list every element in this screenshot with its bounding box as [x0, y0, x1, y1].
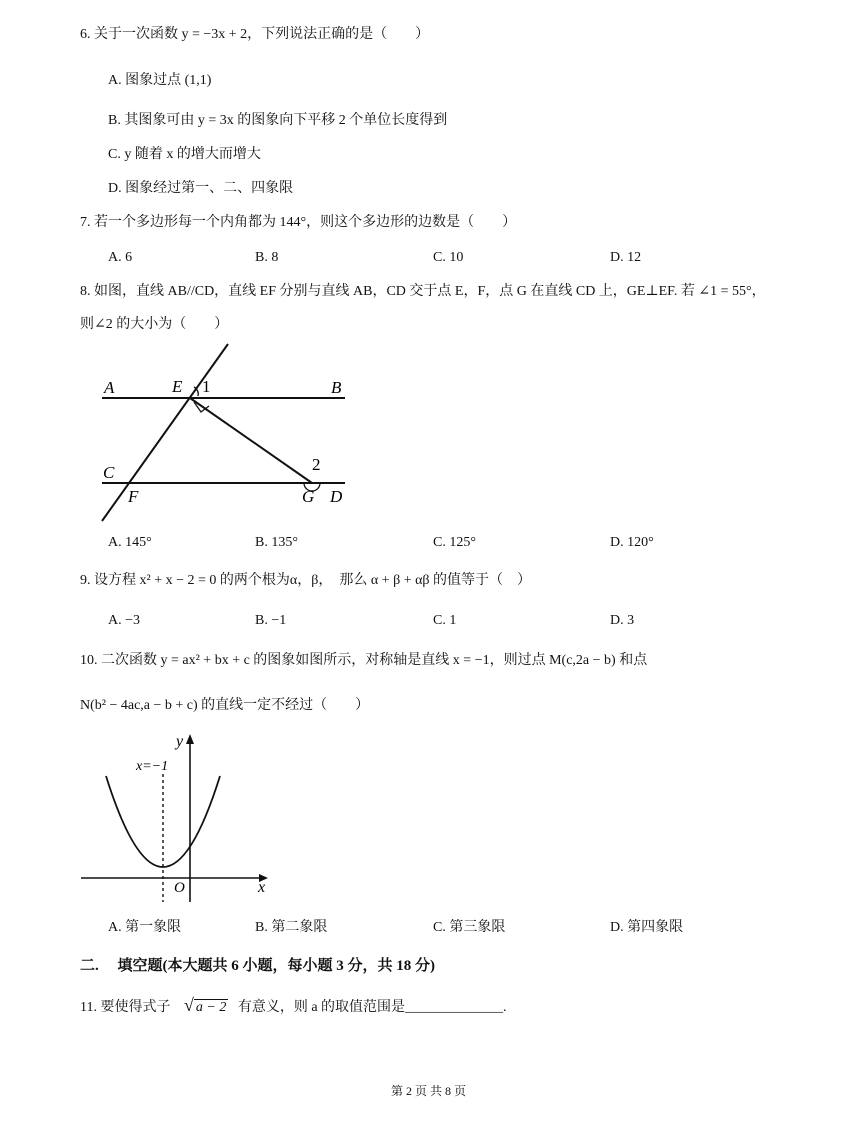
label-g: G: [302, 487, 315, 506]
q11-stem-post: 有意义，则 a 的取值范围是______________.: [237, 1000, 507, 1015]
label-a: A: [104, 378, 115, 397]
q8-option-a: A. 145°: [108, 535, 152, 550]
label-b: B: [331, 378, 342, 397]
label-2: 2: [312, 455, 321, 474]
q11-stem-pre: 11. 要使得式子: [80, 1000, 171, 1015]
q11-stem: [80, 995, 507, 1018]
q10-option-c: C. 第三象限: [433, 920, 506, 935]
q8-stem-line1: 8. 如图，直线 AB//CD，直线 EF 分别与直线 AB，CD 交于点 E，F，点 G 在直线 CD 上，GE⊥EF. 若 ∠1 = 55°，: [80, 284, 766, 299]
y-axis-arrow: [186, 734, 194, 744]
label-origin: O: [174, 880, 185, 896]
q11-radicand: a − 2: [195, 1000, 227, 1015]
page-footer: 第 2 页 共 8 页: [390, 1084, 466, 1098]
q10-option-a: A. 第一象限: [108, 920, 182, 935]
q9-option-c: C. 1: [433, 613, 457, 628]
line-ef: [102, 344, 228, 521]
label-c: C: [103, 463, 115, 482]
q7-stem: 7. 若一个多边形每一个内角都为 144°，则这个多边形的边数是（ ）: [80, 215, 517, 230]
q6-option-a: A. 图象过点 (1,1): [108, 73, 212, 88]
q10-figure: [78, 728, 278, 908]
q10-stem-line2: N(b² − 4ac,a − b + c) 的直线一定不经过（ ）: [80, 698, 370, 713]
label-e: E: [172, 377, 183, 396]
q10-option-d: D. 第四象限: [610, 920, 684, 935]
q11-radical: √ a − 2: [183, 995, 227, 1015]
q8-stem-line2: 则∠2 的大小为（ ）: [80, 317, 229, 332]
q9-option-b: B. −1: [255, 613, 287, 628]
q8-option-c: C. 125°: [433, 535, 476, 550]
label-y: y: [176, 733, 184, 750]
q6-option-d: D. 图象经过第一、二、四象限: [108, 181, 294, 196]
q6-option-b: B. 其图象可由 y = 3x 的图象向下平移 2 个单位长度得到: [108, 113, 448, 128]
label-d: D: [330, 487, 343, 506]
q8-option-d: D. 120°: [610, 535, 654, 550]
q8-figure: [90, 338, 360, 528]
q7-option-d: D. 12: [610, 250, 642, 265]
q6-option-c: C. y 随着 x 的增大而增大: [108, 147, 261, 162]
q10-option-b: B. 第二象限: [255, 920, 328, 935]
section2-title: 二. 填空题(本大题共 6 小题，每小题 3 分，共 18 分): [80, 958, 435, 974]
q9-option-a: A. −3: [108, 613, 141, 628]
q9-stem: 9. 设方程 x² + x − 2 = 0 的两个根为α，β， 那么 α + β + αβ 的值等于（ ）: [80, 573, 532, 588]
q7-option-b: B. 8: [255, 250, 279, 265]
label-symmetry: x=−1: [136, 759, 169, 774]
line-eg: [190, 398, 312, 483]
q10-stem-line1: 10. 二次函数 y = ax² + bx + c 的图象如图所示，对称轴是直线 x = −1，则过点 M(c,2a − b) 和点: [80, 653, 648, 668]
label-x: x: [258, 879, 266, 896]
q6-stem: 6. 关于一次函数 y = −3x + 2，下列说法正确的是（ ）: [80, 27, 430, 42]
label-f: F: [128, 487, 139, 506]
label-1: 1: [202, 377, 211, 396]
q8-option-b: B. 135°: [255, 535, 298, 550]
q9-option-d: D. 3: [610, 613, 635, 628]
q7-option-a: A. 6: [108, 250, 133, 265]
q7-option-c: C. 10: [433, 250, 464, 265]
